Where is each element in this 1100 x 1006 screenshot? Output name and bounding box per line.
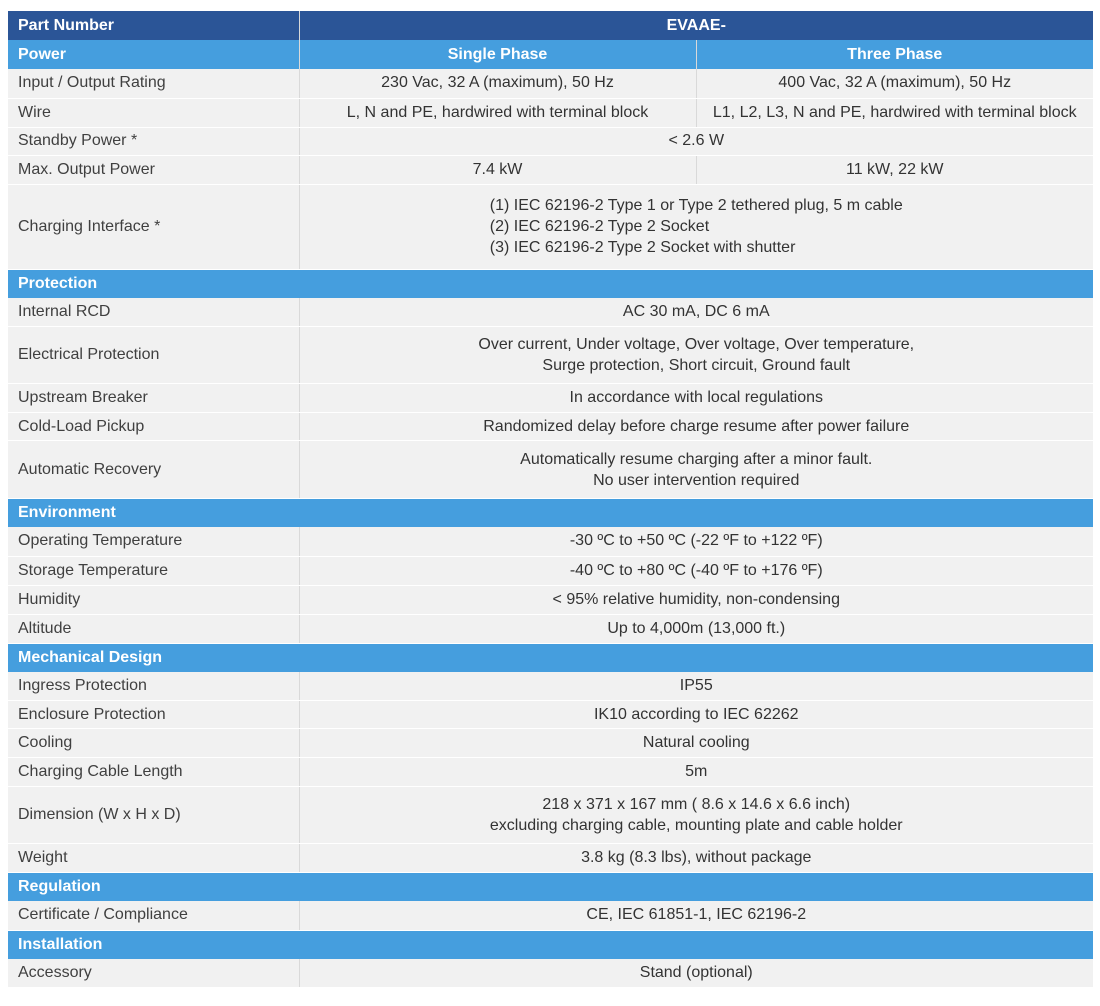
row-label: Input / Output Rating xyxy=(8,69,299,98)
part-number-label: Part Number xyxy=(8,11,299,40)
row-label: Certificate / Compliance xyxy=(8,901,299,930)
charging-interface-option: (2) IEC 62196-2 Type 2 Socket xyxy=(489,218,710,235)
value-line: Surge protection, Short circuit, Ground fault xyxy=(542,357,851,374)
row-label: Electrical Protection xyxy=(8,327,299,384)
value-three-phase: 11 kW, 22 kW xyxy=(696,155,1093,184)
row-dimension xyxy=(8,787,1093,844)
value-electrical-protection xyxy=(299,327,1093,384)
charging-interface-option: (3) IEC 62196-2 Type 2 Socket with shutter xyxy=(489,239,796,256)
row-humidity xyxy=(8,585,1093,614)
row-charging-interface xyxy=(8,184,1093,269)
row-wire xyxy=(8,98,1093,127)
row-standby-power xyxy=(8,127,1093,155)
row-label: Cold-Load Pickup xyxy=(8,413,299,441)
value-internal-rcd: AC 30 mA, DC 6 mA xyxy=(299,298,1093,327)
charging-interface-option: (1) IEC 62196-2 Type 1 or Type 2 tethered plug, 5 m cable xyxy=(489,197,903,214)
row-internal-rcd xyxy=(8,298,1093,327)
row-label: Storage Temperature xyxy=(8,556,299,585)
part-number-value: EVAAE- xyxy=(299,11,1093,40)
value-enclosure-protection: IK10 according to IEC 62262 xyxy=(299,701,1093,729)
section-protection xyxy=(8,269,1093,298)
value-weight: 3.8 kg (8.3 lbs), without package xyxy=(299,844,1093,873)
value-standby-power: < 2.6 W xyxy=(299,127,1093,155)
section-power xyxy=(8,40,1093,69)
section-title-installation: Installation xyxy=(8,930,1093,959)
value-single-phase: 230 Vac, 32 A (maximum), 50 Hz xyxy=(299,69,696,98)
row-electrical-protection xyxy=(8,327,1093,384)
row-label: Wire xyxy=(8,98,299,127)
part-number-row xyxy=(8,11,1093,40)
row-label: Internal RCD xyxy=(8,298,299,327)
value-line: Over current, Under voltage, Over voltage, Over temperature, xyxy=(478,336,915,353)
row-charging-cable-length xyxy=(8,758,1093,787)
row-ingress-protection xyxy=(8,672,1093,701)
row-label: Weight xyxy=(8,844,299,873)
value-accessory: Stand (optional) xyxy=(299,959,1093,988)
row-label: Standby Power * xyxy=(8,127,299,155)
row-altitude xyxy=(8,614,1093,643)
value-cooling: Natural cooling xyxy=(299,729,1093,758)
section-mechanical-design xyxy=(8,643,1093,672)
section-title-mechanical-design: Mechanical Design xyxy=(8,643,1093,672)
value-line: excluding charging cable, mounting plate and cable holder xyxy=(489,817,903,834)
value-dimension xyxy=(299,787,1093,844)
column-header-single-phase: Single Phase xyxy=(299,40,696,69)
row-label: Max. Output Power xyxy=(8,155,299,184)
value-line: Automatically resume charging after a minor fault. xyxy=(520,450,873,468)
spec-table xyxy=(8,11,1093,988)
row-label: Automatic Recovery xyxy=(8,441,299,499)
value-storage-temperature: -40 ºC to +80 ºC (-40 ºF to +176 ºF) xyxy=(299,556,1093,585)
row-weight xyxy=(8,844,1093,873)
value-line: No user intervention required xyxy=(593,471,800,489)
row-cooling xyxy=(8,729,1093,758)
row-automatic-recovery xyxy=(8,441,1093,499)
row-label: Operating Temperature xyxy=(8,527,299,556)
value-automatic-recovery xyxy=(299,441,1093,499)
section-title-environment: Environment xyxy=(8,499,1093,528)
row-label: Enclosure Protection xyxy=(8,701,299,729)
row-upstream-breaker xyxy=(8,384,1093,413)
section-regulation xyxy=(8,873,1093,902)
row-label: Altitude xyxy=(8,614,299,643)
row-enclosure-protection xyxy=(8,701,1093,729)
value-three-phase: L1, L2, L3, N and PE, hardwired with terminal block xyxy=(696,98,1093,127)
value-charging-interface xyxy=(299,184,1093,269)
row-label: Charging Cable Length xyxy=(8,758,299,787)
row-max-output-power xyxy=(8,155,1093,184)
value-charging-cable-length: 5m xyxy=(299,758,1093,787)
value-altitude: Up to 4,000m (13,000 ft.) xyxy=(299,614,1093,643)
row-storage-temperature xyxy=(8,556,1093,585)
value-ingress-protection: IP55 xyxy=(299,672,1093,701)
column-header-three-phase: Three Phase xyxy=(696,40,1093,69)
row-certificate-compliance xyxy=(8,901,1093,930)
row-input-output-rating xyxy=(8,69,1093,98)
row-label: Accessory xyxy=(8,959,299,988)
section-title-protection: Protection xyxy=(8,269,1093,298)
value-cold-load-pickup: Randomized delay before charge resume after power failure xyxy=(299,413,1093,441)
value-three-phase: 400 Vac, 32 A (maximum), 50 Hz xyxy=(696,69,1093,98)
value-line: 218 x 371 x 167 mm ( 8.6 x 14.6 x 6.6 inch) xyxy=(542,796,851,813)
row-label: Cooling xyxy=(8,729,299,758)
section-title-regulation: Regulation xyxy=(8,873,1093,902)
row-accessory xyxy=(8,959,1093,988)
section-installation xyxy=(8,930,1093,959)
row-operating-temperature xyxy=(8,527,1093,556)
row-label: Humidity xyxy=(8,585,299,614)
value-single-phase: L, N and PE, hardwired with terminal block xyxy=(299,98,696,127)
row-label: Dimension (W x H x D) xyxy=(8,787,299,844)
section-environment xyxy=(8,499,1093,528)
value-certificate-compliance: CE, IEC 61851-1, IEC 62196-2 xyxy=(299,901,1093,930)
section-title-power: Power xyxy=(8,40,299,69)
value-operating-temperature: -30 ºC to +50 ºC (-22 ºF to +122 ºF) xyxy=(299,527,1093,556)
row-cold-load-pickup xyxy=(8,413,1093,441)
row-label: Ingress Protection xyxy=(8,672,299,701)
value-humidity: < 95% relative humidity, non-condensing xyxy=(299,585,1093,614)
value-upstream-breaker: In accordance with local regulations xyxy=(299,384,1093,413)
row-label: Charging Interface * xyxy=(8,184,299,269)
row-label: Upstream Breaker xyxy=(8,384,299,413)
value-single-phase: 7.4 kW xyxy=(299,155,696,184)
